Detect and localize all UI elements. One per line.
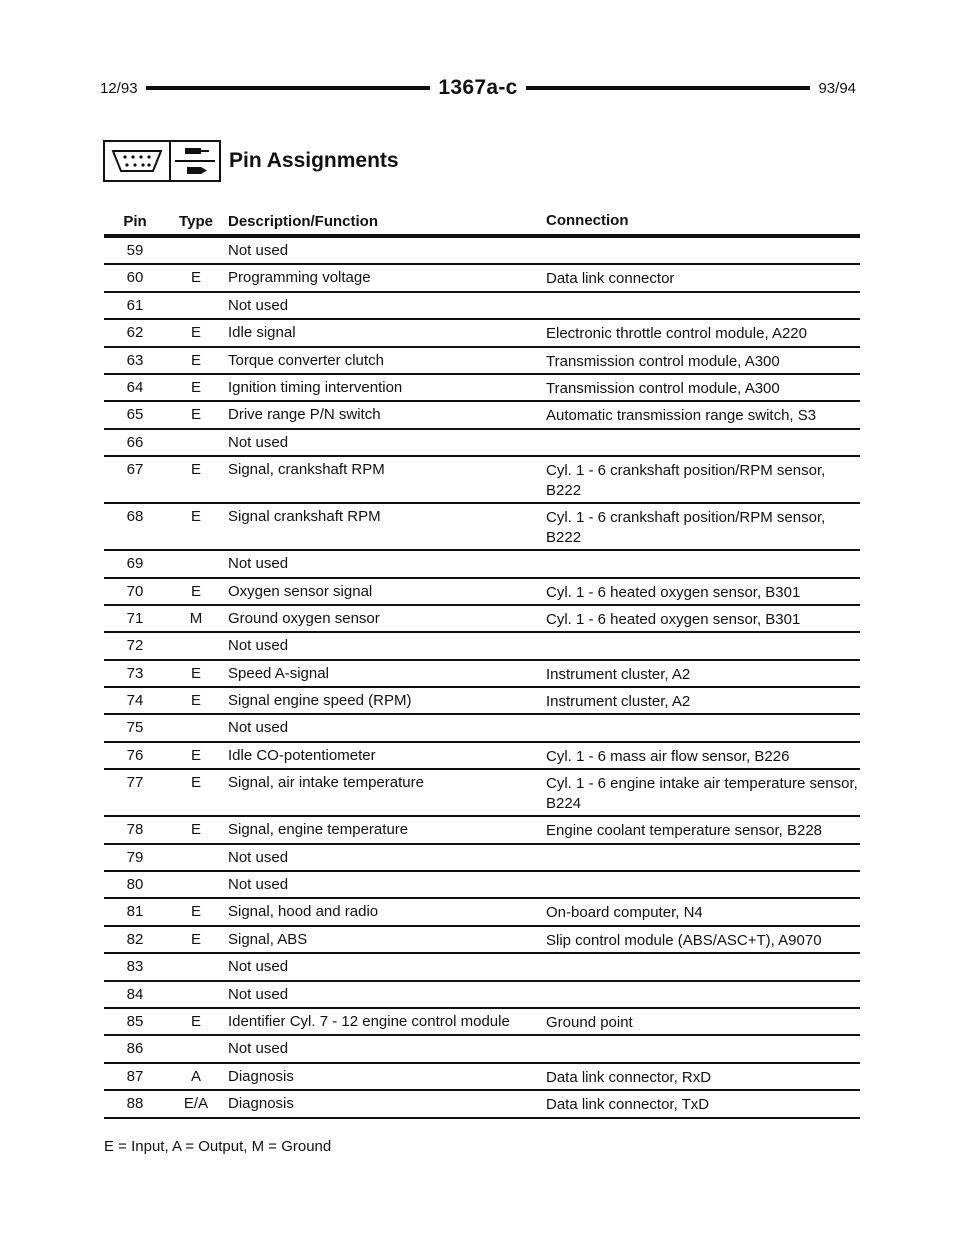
table-row <box>104 982 860 1009</box>
pin-cell: 88 <box>126 1095 144 1113</box>
column-header-description: Description/Function <box>228 212 378 230</box>
connection-cell: Cyl. 1 - 6 crankshaft position/RPM sensor, B222 <box>546 509 826 547</box>
table-row <box>104 375 860 402</box>
description-cell: Signal, air intake temperature <box>228 774 424 792</box>
table-body <box>104 238 860 1119</box>
description-cell: Idle CO-potentiometer <box>228 746 376 764</box>
pin-cell: 80 <box>126 876 144 894</box>
type-cell: E <box>190 508 201 526</box>
type-cell: E <box>190 930 201 948</box>
pin-cell: 69 <box>126 555 144 573</box>
pin-cell: 78 <box>126 821 144 839</box>
connection-cell: Cyl. 1 - 6 crankshaft position/RPM sensor, B222 <box>546 462 826 500</box>
column-header-type: Type <box>179 212 213 230</box>
description-cell: Not used <box>228 719 289 737</box>
type-cell: E <box>190 1012 201 1030</box>
description-cell: Programming voltage <box>228 269 371 287</box>
type-cell: E <box>190 351 201 369</box>
pin-cell: 61 <box>126 296 144 314</box>
description-cell: Oxygen sensor signal <box>228 582 373 600</box>
description-cell: Not used <box>228 555 289 573</box>
description-cell: Not used <box>228 637 289 655</box>
header-date-right: 93/94 <box>818 79 857 97</box>
header-document-code: 1367a-c <box>438 76 518 99</box>
connection-cell: Engine coolant temperature sensor, B228 <box>546 822 823 840</box>
table-row <box>104 579 860 606</box>
table-row <box>104 872 860 899</box>
pin-cell: 63 <box>126 351 144 369</box>
pin-cell: 84 <box>126 985 144 1003</box>
type-cell: E <box>190 774 201 792</box>
column-header-pin: Pin <box>123 212 147 230</box>
table-row <box>104 265 860 292</box>
connection-cell: Data link connector, TxD <box>546 1096 710 1114</box>
table-row <box>104 457 860 504</box>
description-cell: Signal engine speed (RPM) <box>228 692 412 710</box>
type-cell: E <box>190 406 201 424</box>
table-row <box>104 633 860 660</box>
pin-cell: 87 <box>126 1067 144 1085</box>
table-row <box>104 606 860 633</box>
table-row <box>104 817 860 844</box>
description-cell: Idle signal <box>228 324 296 342</box>
table-row <box>104 430 860 457</box>
description-cell: Diagnosis <box>228 1095 294 1113</box>
connection-cell: Instrument cluster, A2 <box>546 693 691 711</box>
description-cell: Signal, ABS <box>228 930 308 948</box>
type-cell: E <box>190 269 201 287</box>
type-cell: E <box>190 582 201 600</box>
pin-cell: 65 <box>126 406 144 424</box>
connection-cell: Cyl. 1 - 6 engine intake air temperature sensor, B224 <box>546 775 858 813</box>
description-cell: Torque converter clutch <box>228 351 384 369</box>
table-header-row <box>104 208 860 238</box>
pin-cell: 75 <box>126 719 144 737</box>
connection-cell: On-board computer, N4 <box>546 904 703 922</box>
connection-cell: Cyl. 1 - 6 heated oxygen sensor, B301 <box>546 583 801 601</box>
connection-cell: Data link connector <box>546 270 675 288</box>
description-cell: Identifier Cyl. 7 - 12 engine control module <box>228 1012 510 1030</box>
pin-cell: 62 <box>126 324 144 342</box>
pin-cell: 82 <box>126 930 144 948</box>
page-header <box>100 76 856 100</box>
pin-cell: 66 <box>126 433 144 451</box>
table-row <box>104 770 860 817</box>
description-cell: Not used <box>228 296 289 314</box>
legend-footnote: E = Input, A = Output, M = Ground <box>104 1138 332 1155</box>
table-row <box>104 504 860 551</box>
type-cell: E <box>190 821 201 839</box>
connection-cell: Data link connector, RxD <box>546 1068 712 1086</box>
table-row <box>104 293 860 320</box>
table-row <box>104 688 860 715</box>
type-cell: A <box>190 1067 201 1085</box>
pin-cell: 72 <box>126 637 144 655</box>
description-cell: Ignition timing intervention <box>228 378 403 396</box>
pin-assignment-table <box>104 208 860 1119</box>
type-cell: E <box>190 664 201 682</box>
type-cell: E <box>190 461 201 479</box>
pin-cell: 73 <box>126 664 144 682</box>
table-row <box>104 1091 860 1118</box>
connection-cell: Slip control module (ABS/ASC+T), A9070 <box>546 931 822 949</box>
table-row <box>104 1064 860 1091</box>
table-row <box>104 743 860 770</box>
type-cell: E/A <box>183 1095 209 1113</box>
description-cell: Ground oxygen sensor <box>228 609 380 627</box>
description-cell: Diagnosis <box>228 1067 294 1085</box>
pin-cell: 59 <box>126 242 144 259</box>
connection-cell: Electronic throttle control module, A220 <box>546 325 807 343</box>
table-row <box>104 551 860 578</box>
description-cell: Signal, engine temperature <box>228 821 409 839</box>
description-cell: Not used <box>228 242 289 259</box>
pin-cell: 77 <box>126 774 144 792</box>
connection-cell: Transmission control module, A300 <box>546 352 780 370</box>
table-row <box>104 320 860 347</box>
table-row <box>104 238 860 265</box>
connection-cell: Automatic transmission range switch, S3 <box>546 407 817 425</box>
connection-cell: Transmission control module, A300 <box>546 379 780 397</box>
description-cell: Speed A-signal <box>228 664 329 682</box>
pin-cell: 86 <box>126 1040 144 1058</box>
description-cell: Not used <box>228 848 289 866</box>
description-cell: Signal, crankshaft RPM <box>228 461 385 479</box>
description-cell: Not used <box>228 958 289 976</box>
pin-cell: 68 <box>126 508 144 526</box>
connection-cell: Cyl. 1 - 6 mass air flow sensor, B226 <box>546 747 790 765</box>
pin-cell: 67 <box>126 461 144 479</box>
description-cell: Signal, hood and radio <box>228 903 379 921</box>
section-title: Pin Assignments <box>229 149 399 172</box>
description-cell: Not used <box>228 433 289 451</box>
connection-cell: Cyl. 1 - 6 heated oxygen sensor, B301 <box>546 610 801 628</box>
description-cell: Not used <box>228 1040 289 1058</box>
table-row <box>104 1009 860 1036</box>
description-cell: Not used <box>228 985 289 1003</box>
table-row <box>104 715 860 742</box>
section-heading <box>103 140 399 182</box>
pin-cell: 74 <box>126 692 144 710</box>
pin-cell: 71 <box>126 609 144 627</box>
type-cell: M <box>189 609 203 627</box>
table-row <box>104 402 860 429</box>
pin-cell: 81 <box>126 903 144 921</box>
pin-cell: 60 <box>126 269 144 287</box>
type-cell: E <box>190 903 201 921</box>
header-rule-left <box>146 86 431 90</box>
type-cell: E <box>190 378 201 396</box>
header-rule-right <box>526 86 811 90</box>
pin-cell: 83 <box>126 958 144 976</box>
pin-cell: 64 <box>126 378 144 396</box>
table-row <box>104 661 860 688</box>
pin-cell: 79 <box>126 848 144 866</box>
column-header-connection: Connection <box>546 212 629 229</box>
pin-cell: 70 <box>126 582 144 600</box>
connection-cell: Ground point <box>546 1013 633 1031</box>
table-row <box>104 845 860 872</box>
table-row <box>104 348 860 375</box>
table-row <box>104 899 860 926</box>
type-cell: E <box>190 746 201 764</box>
type-cell: E <box>190 692 201 710</box>
description-cell: Not used <box>228 876 289 894</box>
table-row <box>104 954 860 981</box>
table-row <box>104 927 860 954</box>
header-date-left: 12/93 <box>100 79 138 97</box>
pin-cell: 85 <box>126 1012 144 1030</box>
description-cell: Drive range P/N switch <box>228 406 381 424</box>
connection-cell: Instrument cluster, A2 <box>546 665 691 683</box>
input-output-icon <box>171 140 221 182</box>
connector-plug-icon <box>103 140 171 182</box>
table-row <box>104 1036 860 1063</box>
description-cell: Signal crankshaft RPM <box>228 508 381 526</box>
pin-cell: 76 <box>126 746 144 764</box>
type-cell: E <box>190 324 201 342</box>
